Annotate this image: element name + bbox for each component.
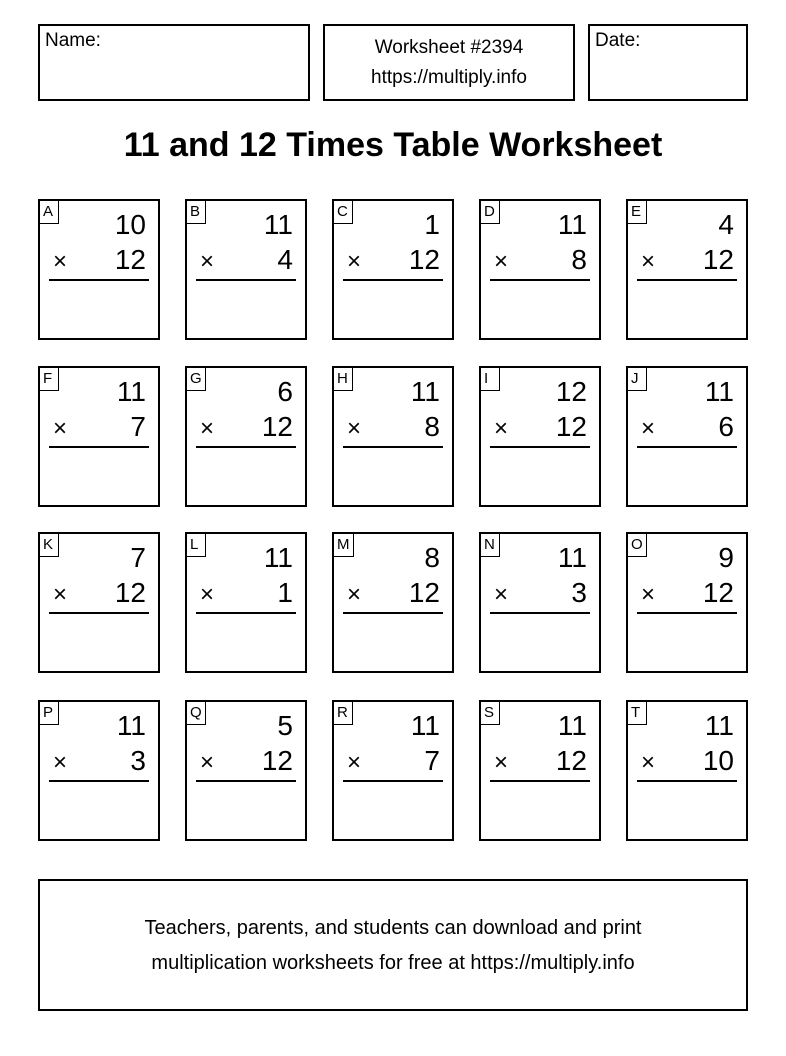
problem-card bbox=[626, 532, 748, 673]
problem-letter: O bbox=[628, 534, 647, 557]
problem-top-number: 7 bbox=[130, 542, 146, 573]
footer-box bbox=[38, 879, 748, 1011]
problem-bottom-number: 1 bbox=[277, 577, 293, 608]
problem-card bbox=[185, 532, 307, 673]
answer-line[interactable] bbox=[637, 279, 737, 281]
page-title: 11 and 12 Times Table Worksheet bbox=[123, 126, 663, 164]
problem-top-number: 11 bbox=[410, 710, 440, 741]
problem-letter: D bbox=[481, 201, 500, 224]
problem-bottom-number: 8 bbox=[424, 411, 440, 442]
problem-letter: F bbox=[40, 368, 59, 391]
problem-card bbox=[332, 700, 454, 841]
problem-card bbox=[38, 199, 160, 340]
problem-bottom-number: 12 bbox=[261, 745, 293, 776]
multiply-sign: × bbox=[494, 749, 509, 776]
problem-top-number: 9 bbox=[718, 542, 734, 573]
problem-card bbox=[185, 700, 307, 841]
answer-line[interactable] bbox=[196, 780, 296, 782]
answer-line[interactable] bbox=[343, 780, 443, 782]
answer-line[interactable] bbox=[49, 446, 149, 448]
problem-letter: M bbox=[334, 534, 354, 557]
multiply-sign: × bbox=[641, 581, 656, 608]
problem-card bbox=[185, 199, 307, 340]
problem-bottom-number: 12 bbox=[114, 577, 146, 608]
multiply-sign: × bbox=[200, 415, 215, 442]
answer-line[interactable] bbox=[490, 446, 590, 448]
problem-bottom-number: 3 bbox=[130, 745, 146, 776]
problem-card bbox=[38, 366, 160, 507]
answer-line[interactable] bbox=[490, 279, 590, 281]
problem-letter: I bbox=[481, 368, 500, 391]
answer-line[interactable] bbox=[196, 612, 296, 614]
multiply-sign: × bbox=[200, 581, 215, 608]
multiply-sign: × bbox=[347, 248, 362, 275]
multiply-sign: × bbox=[347, 581, 362, 608]
problem-letter: P bbox=[40, 702, 59, 725]
answer-line[interactable] bbox=[196, 279, 296, 281]
multiply-sign: × bbox=[53, 749, 68, 776]
problem-card bbox=[332, 199, 454, 340]
problem-bottom-number: 12 bbox=[408, 244, 440, 275]
date-label: Date: bbox=[595, 30, 641, 51]
problem-top-number: 10 bbox=[114, 209, 146, 240]
problem-letter: R bbox=[334, 702, 353, 725]
problem-letter: K bbox=[40, 534, 59, 557]
footer-line-2: multiplication worksheets for free at https://multiply.info bbox=[151, 952, 635, 974]
problem-top-number: 11 bbox=[116, 710, 146, 741]
problem-bottom-number: 7 bbox=[130, 411, 146, 442]
worksheet-url: https://multiply.info bbox=[371, 67, 527, 88]
problem-top-number: 11 bbox=[263, 209, 293, 240]
problem-bottom-number: 4 bbox=[277, 244, 293, 275]
problem-bottom-number: 12 bbox=[114, 244, 146, 275]
worksheet-number: Worksheet #2394 bbox=[374, 37, 524, 58]
problem-bottom-number: 12 bbox=[555, 745, 587, 776]
problem-card bbox=[332, 366, 454, 507]
answer-line[interactable] bbox=[49, 279, 149, 281]
problem-card bbox=[479, 199, 601, 340]
problem-top-number: 11 bbox=[704, 376, 734, 407]
problem-letter: B bbox=[187, 201, 206, 224]
multiply-sign: × bbox=[494, 415, 509, 442]
problem-top-number: 11 bbox=[704, 710, 734, 741]
multiply-sign: × bbox=[641, 749, 656, 776]
answer-line[interactable] bbox=[343, 612, 443, 614]
problem-letter: T bbox=[628, 702, 647, 725]
problem-bottom-number: 6 bbox=[718, 411, 734, 442]
problem-top-number: 4 bbox=[718, 209, 734, 240]
problem-bottom-number: 12 bbox=[702, 577, 734, 608]
problem-letter: Q bbox=[187, 702, 206, 725]
problem-letter: A bbox=[40, 201, 59, 224]
problem-card bbox=[479, 366, 601, 507]
answer-line[interactable] bbox=[637, 612, 737, 614]
problem-card bbox=[38, 532, 160, 673]
problem-top-number: 1 bbox=[424, 209, 440, 240]
problem-card bbox=[626, 199, 748, 340]
problem-letter: J bbox=[628, 368, 647, 391]
problem-letter: C bbox=[334, 201, 353, 224]
problem-bottom-number: 12 bbox=[408, 577, 440, 608]
problem-letter: G bbox=[187, 368, 206, 391]
multiply-sign: × bbox=[641, 248, 656, 275]
problem-letter: S bbox=[481, 702, 500, 725]
problem-letter: H bbox=[334, 368, 353, 391]
multiply-sign: × bbox=[347, 415, 362, 442]
answer-line[interactable] bbox=[343, 279, 443, 281]
answer-line[interactable] bbox=[490, 780, 590, 782]
problem-top-number: 11 bbox=[263, 542, 293, 573]
multiply-sign: × bbox=[347, 749, 362, 776]
answer-line[interactable] bbox=[196, 446, 296, 448]
answer-line[interactable] bbox=[490, 612, 590, 614]
problem-letter: L bbox=[187, 534, 206, 557]
problem-top-number: 5 bbox=[277, 710, 293, 741]
problem-bottom-number: 12 bbox=[261, 411, 293, 442]
multiply-sign: × bbox=[53, 415, 68, 442]
problem-top-number: 8 bbox=[424, 542, 440, 573]
problem-top-number: 11 bbox=[116, 376, 146, 407]
problem-top-number: 6 bbox=[277, 376, 293, 407]
footer-line-1: Teachers, parents, and students can download and print bbox=[144, 917, 642, 939]
problem-card bbox=[626, 366, 748, 507]
problem-card bbox=[332, 532, 454, 673]
problem-top-number: 11 bbox=[557, 710, 587, 741]
answer-line[interactable] bbox=[343, 446, 443, 448]
multiply-sign: × bbox=[641, 415, 656, 442]
problem-bottom-number: 12 bbox=[702, 244, 734, 275]
multiply-sign: × bbox=[200, 749, 215, 776]
multiply-sign: × bbox=[200, 248, 215, 275]
problem-letter: E bbox=[628, 201, 647, 224]
answer-line[interactable] bbox=[49, 612, 149, 614]
problem-top-number: 11 bbox=[557, 209, 587, 240]
problem-top-number: 11 bbox=[410, 376, 440, 407]
problem-top-number: 12 bbox=[555, 376, 587, 407]
multiply-sign: × bbox=[494, 581, 509, 608]
problem-card bbox=[38, 700, 160, 841]
multiply-sign: × bbox=[53, 581, 68, 608]
answer-line[interactable] bbox=[637, 446, 737, 448]
problem-card bbox=[479, 700, 601, 841]
problem-card bbox=[626, 700, 748, 841]
multiply-sign: × bbox=[494, 248, 509, 275]
problem-bottom-number: 12 bbox=[555, 411, 587, 442]
answer-line[interactable] bbox=[637, 780, 737, 782]
problem-card bbox=[185, 366, 307, 507]
problem-bottom-number: 10 bbox=[702, 745, 734, 776]
multiply-sign: × bbox=[53, 248, 68, 275]
problem-letter: N bbox=[481, 534, 500, 557]
problem-bottom-number: 7 bbox=[424, 745, 440, 776]
answer-line[interactable] bbox=[49, 780, 149, 782]
name-label: Name: bbox=[45, 30, 101, 51]
problem-top-number: 11 bbox=[557, 542, 587, 573]
problem-bottom-number: 8 bbox=[571, 244, 587, 275]
problem-card bbox=[479, 532, 601, 673]
problem-bottom-number: 3 bbox=[571, 577, 587, 608]
